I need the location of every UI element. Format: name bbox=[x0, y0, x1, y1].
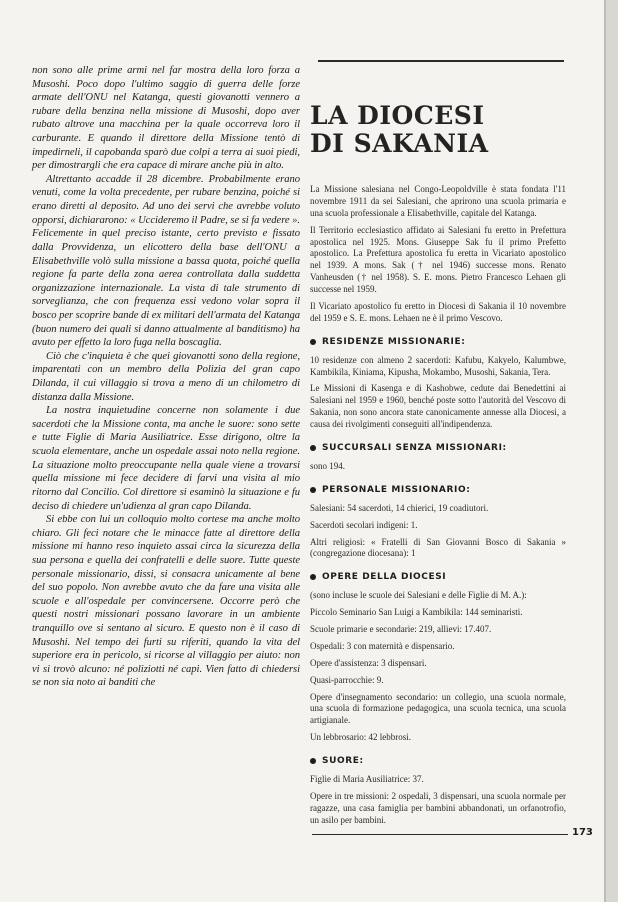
section-line: Opere d'insegnamento secondario: un collegio, una scuola normale, una scuola di formazione pedagogica, una scuola tecnica, una scuola artigianale. bbox=[310, 691, 566, 726]
section-line: Le Missioni di Kasenga e di Kashobwe, cedute dai Benedettini ai Salesiani nel 1959 e 1960, benché poste sotto l'autorità del Vescovo di Sakania, non sono ancora state canonicamente annesse alla Diocesi, a causa dei rivolgimenti conseguiti all'indipendenza. bbox=[310, 383, 566, 429]
section-line: Un lebbrosario: 42 lebbrosi. bbox=[310, 732, 411, 743]
section-heading-succursali: SUCCURSALI SENZA MISSIONARI: bbox=[310, 443, 566, 453]
section-line: Quasi-parrocchie: 9. bbox=[310, 674, 384, 685]
page-number: 173 bbox=[572, 827, 593, 838]
top-rule bbox=[318, 60, 564, 62]
section-line: Scuole primarie e secondarie: 219, allievi: 17.407. bbox=[310, 624, 492, 634]
bullet-icon bbox=[310, 339, 316, 345]
article-title bbox=[310, 102, 566, 158]
section-line: Piccolo Seminario San Luigi a Kambikila: 144 seminaristi. bbox=[310, 607, 523, 618]
section-heading-personale: PERSONALE MISSIONARIO: bbox=[310, 485, 566, 495]
section-heading-suore: SUORE: bbox=[310, 756, 566, 766]
section-line: Ospedali: 3 con maternità e dispensario. bbox=[310, 640, 455, 651]
section-line: Figlie di Maria Ausiliatrice: 37. bbox=[310, 774, 424, 784]
section-line: Altri religiosi: « Fratelli di San Giovanni Bosco di Sakania » (congregazione diocesana): 1 bbox=[310, 536, 566, 559]
section-line: 10 residenze con almeno 2 sacerdoti: Kafubu, Kakyelo, Kalumbwe, Kambikila, Kiniama, Kipusha, Mokambo, Musoshi, Sakania, Tera. bbox=[310, 354, 566, 377]
section-line: Opere d'assistenza: 3 dispensari. bbox=[310, 657, 427, 668]
section-heading-residenze: RESIDENZE MISSIONARIE: bbox=[310, 337, 566, 347]
section-line: sono 194. bbox=[310, 460, 346, 471]
section-line: (sono incluse le scuole dei Salesiani e delle Figlie di M. A.): bbox=[310, 590, 527, 601]
left-paragraph-1: non sono alle prime armi nel far mostra della loro forza a Musoshi. Poco dopo l'ultimo saggio di guerra delle forze armate dell'ONU nel Katanga, questi giovanotti vennero a rubare della benzina nella missione di Musoshi, dopo aver rubato altrove una macchina per la quale occorreva loro il carburante. E quando il direttore della Missione tentò di impedirneli, il capobanda sparò due colpi a terra ai suoi piedi, per dimostrargli che era capace di mirare anche più in alto. bbox=[32, 65, 300, 172]
section-heading-opere: OPERE DELLA DIOCESI bbox=[310, 572, 566, 582]
left-paragraph-2: Altrettanto accadde il 28 dicembre. Probabilmente erano venuti, come la volta precedente, per rubare benzina, poiché si erano diretti al deposito. Ad uno dei servi che avrebbe voluto opporsi, dichiararono: « Uccideremo il Padre, se si fa vedere ». Felicemente in quel preciso istante, certo previsto e fissato dalla Provvidenza, un elicottero della base dell'ONU a Elisabethville volò sulla missione a bassa quota, poiché quella regione fa parte della zona aerea controllata dalla suddetta organizzazione internazionale. La vista di tale strumento di sorveglianza, che con frequenza essi vedono volar sopra il bosco per scoprire bande di ex militari dell'armata del Katanga (buon numero dei quali si danno attualmente al banditismo) ha avuto per effetto la loro fuga nella boscaglia. bbox=[32, 173, 300, 349]
page-edge bbox=[606, 0, 618, 902]
bullet-icon bbox=[310, 574, 316, 580]
left-paragraph-5: Si ebbe con lui un colloquio molto cortese ma anche molto chiaro. Gli feci notare che le minacce fatte al direttore della missione mi hanno reso inquieto assai circa la sicurezza della sua persona e quella dei confratelli e delle suore. Tutte queste personale missionario, dissi, si consacra unicamente al bene del suo popolo. Non avrebbe avuto che da fare una visita alle scuole e all'ospedale per convincersene. Occorre però che questi nostri missionari possano lavorare in un ambiente tranquillo ove si sentano al sicuro. E questo non è il caso di Musoshi. Nel tempo dei furti su riferiti, quando la vita del superiore era in pericolo, si ricorse al villaggio per aiuto: non vi si trovò alcuno: né poliziotti né capi. Vien fatto di chiedersi se non sia noto ai banditi che bbox=[32, 514, 300, 689]
section-line: Sacerdoti secolari indigeni: 1. bbox=[310, 519, 418, 530]
bottom-rule bbox=[312, 834, 568, 835]
section-line: Salesiani: 54 sacerdoti, 14 chierici, 19 coadiutori. bbox=[310, 502, 489, 513]
title-line-1: LA DIOCESI bbox=[310, 101, 485, 130]
left-paragraph-4: La nostra inquietudine concerne non solamente i due sacerdoti che la Missione conta, ma anche le suore: sono sette e tutte Figlie di Maria Ausiliatrice. Esse dirigono, oltre la scuola elementare, anche un ospedale assai noto nella regione. La situazione molto preoccupante nella quale viene a trovarsi quella missione mi fece decidere di farvi una visita al mio ritorno dal Concilio. Col direttore si esaminò la situazione e fu deciso di chiedere un'udienza al gran capo Dilanda. bbox=[32, 405, 300, 512]
bullet-icon bbox=[310, 487, 316, 493]
section-line: Opere in tre missioni: 2 ospedali, 3 dispensari, una scuola normale per ragazze, una casa famiglia per bambini abbandonati, un orfanotrofio, un asilo per bambini. bbox=[310, 790, 566, 825]
bullet-icon bbox=[310, 758, 316, 764]
right-column bbox=[310, 60, 566, 827]
intro-paragraph-3: Il Vicariato apostolico fu eretto in Diocesi di Sakania il 10 novembre del 1959 e S. E. mons. Lehaen ne è il primo Vescovo. bbox=[310, 300, 566, 323]
intro-paragraph-1: La Missione salesiana nel Congo-Leopoldville è stata fondata l'11 novembre 1911 da sei Salesiani, che aprirono una scuola primaria e una scuola professionale a Elisabethville, capitale del Katanga. bbox=[310, 184, 566, 218]
title-line-2: DI SAKANIA bbox=[310, 129, 489, 158]
left-column bbox=[32, 64, 300, 690]
bullet-icon bbox=[310, 445, 316, 451]
left-paragraph-3: Ciò che c'inquieta è che quei giovanotti sono della regione, imparentati con un membro della Polizia del gran capo Dilanda, il cui villaggio si trova a meno di un chilometro di distanza dalla Missione. bbox=[32, 350, 300, 403]
intro-paragraph-2: Il Territorio ecclesiastico affidato ai Salesiani fu eretto in Prefettura apostolica nel 1925. Mons. Giuseppe Sak fu il primo Prefetto apostolico. La Prefettura apostolica fu eretta in Vicariato apostolico nel 1939. A mons. Sak († nel 1946) successe mons. Renato Vanheusden († nel 1958). S. E. mons. Pietro Francesco Lehaen gli successe nel 1959. bbox=[310, 224, 566, 294]
